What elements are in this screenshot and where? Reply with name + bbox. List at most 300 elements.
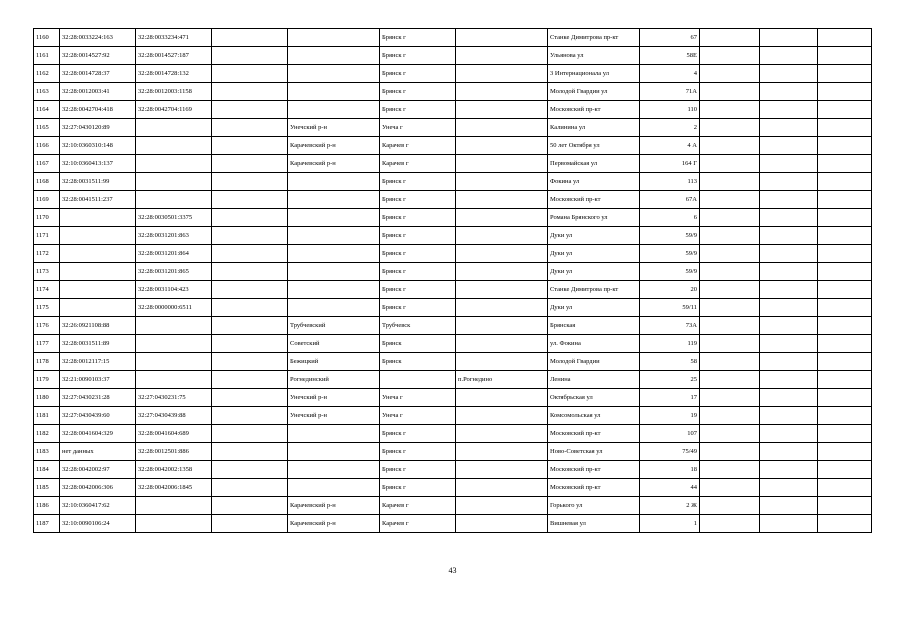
table-cell: [818, 443, 872, 461]
table-cell: 67: [640, 29, 700, 47]
table-cell: [760, 461, 818, 479]
table-row: [34, 371, 872, 389]
table-cell: 59/9: [640, 227, 700, 245]
table-cell: [212, 425, 288, 443]
table-cell: 32:21:0090103:37: [60, 371, 136, 389]
table-cell: 17: [640, 389, 700, 407]
table-cell: 1166: [34, 137, 60, 155]
table-cell: 1180: [34, 389, 60, 407]
table-cell: 1184: [34, 461, 60, 479]
table-row: [34, 227, 872, 245]
table-cell: Горького ул: [548, 497, 640, 515]
table-cell: 32:28:0031201:865: [136, 263, 212, 281]
table-cell: 1169: [34, 191, 60, 209]
table-cell: [212, 353, 288, 371]
table-cell: 32:28:0031104:423: [136, 281, 212, 299]
table-cell: [456, 101, 548, 119]
table-cell: 32:10:0360417:62: [60, 497, 136, 515]
table-cell: 164 Г: [640, 155, 700, 173]
table-cell: [456, 461, 548, 479]
table-cell: [818, 479, 872, 497]
table-cell: [456, 317, 548, 335]
table-cell: [818, 227, 872, 245]
table-cell: 1187: [34, 515, 60, 533]
table-row: [34, 335, 872, 353]
table-cell: [60, 299, 136, 317]
table-cell: Брянск г: [380, 299, 456, 317]
table-cell: 1161: [34, 47, 60, 65]
table-row: [34, 425, 872, 443]
table-cell: [212, 335, 288, 353]
table-cell: Карачевский р-н: [288, 515, 380, 533]
table-cell: 1164: [34, 101, 60, 119]
table-cell: [60, 263, 136, 281]
table-cell: 32:28:0014728:37: [60, 65, 136, 83]
table-cell: Унечский р-н: [288, 407, 380, 425]
table-cell: Брянск: [380, 353, 456, 371]
table-cell: Унеча г: [380, 389, 456, 407]
table-cell: [760, 335, 818, 353]
table-cell: [818, 29, 872, 47]
table-cell: [760, 317, 818, 335]
table-cell: 71А: [640, 83, 700, 101]
table-cell: [818, 515, 872, 533]
table-cell: [700, 101, 760, 119]
table-cell: 32:28:0042704:1169: [136, 101, 212, 119]
table-cell: Брянск г: [380, 65, 456, 83]
table-cell: 1174: [34, 281, 60, 299]
table-cell: [700, 461, 760, 479]
table-cell: [760, 299, 818, 317]
table-cell: [700, 425, 760, 443]
table-cell: [700, 245, 760, 263]
table-cell: 32:28:0041604:329: [60, 425, 136, 443]
table-cell: 32:28:0000000:6511: [136, 299, 212, 317]
table-cell: [212, 407, 288, 425]
table-cell: [818, 353, 872, 371]
table-cell: Брянск г: [380, 443, 456, 461]
table-cell: 58Е: [640, 47, 700, 65]
table-row: [34, 119, 872, 137]
table-cell: [700, 137, 760, 155]
table-cell: [760, 515, 818, 533]
table-cell: [456, 209, 548, 227]
table-cell: Молодой Гвардии ул: [548, 83, 640, 101]
table-cell: [818, 155, 872, 173]
table-cell: Московский пр-кт: [548, 425, 640, 443]
table-cell: [700, 47, 760, 65]
table-cell: [136, 155, 212, 173]
table-cell: [818, 461, 872, 479]
table-cell: [212, 317, 288, 335]
table-cell: [818, 245, 872, 263]
table-row: [34, 137, 872, 155]
table-cell: 67А: [640, 191, 700, 209]
table-cell: Брянск г: [380, 83, 456, 101]
table-row: [34, 29, 872, 47]
table-cell: [136, 497, 212, 515]
table-cell: [700, 497, 760, 515]
table-cell: [760, 407, 818, 425]
table-cell: 32:10:0360310:148: [60, 137, 136, 155]
table-cell: [288, 479, 380, 497]
table-cell: [212, 263, 288, 281]
table-cell: [136, 137, 212, 155]
table-cell: 32:28:0042704:418: [60, 101, 136, 119]
table-cell: 107: [640, 425, 700, 443]
table-cell: [136, 353, 212, 371]
table-cell: Московский пр-кт: [548, 461, 640, 479]
table-cell: [136, 191, 212, 209]
table-cell: Романа Брянского ул: [548, 209, 640, 227]
table-cell: [700, 83, 760, 101]
table-cell: 1160: [34, 29, 60, 47]
table-row: [34, 299, 872, 317]
table-cell: [700, 299, 760, 317]
table-row: [34, 155, 872, 173]
table-cell: [288, 47, 380, 65]
table-row: [34, 263, 872, 281]
table-cell: 32:26:0921108:88: [60, 317, 136, 335]
table-cell: [288, 425, 380, 443]
table-cell: [760, 371, 818, 389]
table-cell: [818, 497, 872, 515]
table-cell: [212, 101, 288, 119]
table-cell: [212, 281, 288, 299]
table-cell: [818, 173, 872, 191]
table-cell: 32:28:0031201:863: [136, 227, 212, 245]
table-cell: [818, 281, 872, 299]
table-cell: 1171: [34, 227, 60, 245]
table-row: [34, 47, 872, 65]
table-cell: 1178: [34, 353, 60, 371]
table-cell: 32:27:0430231:75: [136, 389, 212, 407]
table-cell: [818, 119, 872, 137]
table-cell: [818, 191, 872, 209]
table-cell: [456, 83, 548, 101]
table-cell: [700, 443, 760, 461]
table-cell: [760, 497, 818, 515]
table-cell: [212, 191, 288, 209]
table-cell: Брянск г: [380, 425, 456, 443]
table-cell: 59/11: [640, 299, 700, 317]
table-cell: Калинина ул: [548, 119, 640, 137]
table-cell: Дуки ул: [548, 263, 640, 281]
table-cell: [760, 173, 818, 191]
table-cell: 59/9: [640, 263, 700, 281]
table-cell: [760, 209, 818, 227]
table-cell: [288, 101, 380, 119]
table-cell: [212, 461, 288, 479]
table-row: [34, 353, 872, 371]
table-cell: [456, 173, 548, 191]
table-cell: [818, 47, 872, 65]
table-cell: [212, 173, 288, 191]
table-cell: [818, 65, 872, 83]
table-cell: Брянск г: [380, 263, 456, 281]
table-cell: [456, 389, 548, 407]
table-row: [34, 497, 872, 515]
table-row: [34, 173, 872, 191]
table-cell: [456, 191, 548, 209]
table-row: [34, 281, 872, 299]
table-cell: 50 лет Октября ул: [548, 137, 640, 155]
table-cell: Брянск г: [380, 245, 456, 263]
table-cell: [288, 83, 380, 101]
table-cell: 1186: [34, 497, 60, 515]
table-cell: [818, 371, 872, 389]
table-cell: [136, 173, 212, 191]
table-cell: [818, 263, 872, 281]
table-cell: 32:28:0033224:163: [60, 29, 136, 47]
table-cell: [760, 353, 818, 371]
table-cell: [136, 335, 212, 353]
table-cell: Карачев г: [380, 497, 456, 515]
table-cell: [60, 227, 136, 245]
table-cell: [760, 443, 818, 461]
table-cell: [212, 227, 288, 245]
table-cell: 32:10:0360413:137: [60, 155, 136, 173]
table-cell: 1185: [34, 479, 60, 497]
table-cell: Брянск г: [380, 29, 456, 47]
table-cell: [760, 65, 818, 83]
table-cell: [760, 47, 818, 65]
table-cell: Брянск г: [380, 173, 456, 191]
table-cell: Карачев г: [380, 515, 456, 533]
table-cell: [760, 389, 818, 407]
table-cell: Карачев г: [380, 137, 456, 155]
table-cell: Трубчевск: [380, 317, 456, 335]
table-cell: Брянск г: [380, 209, 456, 227]
table-cell: 32:28:0042006:306: [60, 479, 136, 497]
table-cell: [700, 515, 760, 533]
table-cell: [700, 155, 760, 173]
table-cell: [700, 371, 760, 389]
table-cell: Карачевский р-н: [288, 137, 380, 155]
table-cell: 32:10:0090106:24: [60, 515, 136, 533]
table-cell: [288, 443, 380, 461]
table-cell: [818, 299, 872, 317]
table-cell: [212, 155, 288, 173]
table-cell: [288, 461, 380, 479]
table-cell: 59/9: [640, 245, 700, 263]
table-cell: [212, 209, 288, 227]
table-cell: Брянск г: [380, 281, 456, 299]
table-cell: Трубчевский: [288, 317, 380, 335]
table-cell: [760, 227, 818, 245]
table-cell: [700, 281, 760, 299]
table-cell: 32:28:0012003:41: [60, 83, 136, 101]
table-cell: [818, 317, 872, 335]
table-cell: 1181: [34, 407, 60, 425]
table-cell: [700, 209, 760, 227]
table-cell: [288, 227, 380, 245]
table-cell: 32:28:0031511:99: [60, 173, 136, 191]
table-cell: 32:28:0041604:689: [136, 425, 212, 443]
table-cell: [818, 209, 872, 227]
table-cell: [818, 407, 872, 425]
table-cell: [456, 245, 548, 263]
table-cell: [760, 245, 818, 263]
table-cell: [456, 119, 548, 137]
table-cell: [212, 443, 288, 461]
table-row: [34, 515, 872, 533]
table-cell: Брянск г: [380, 191, 456, 209]
table-cell: ул. Фокина: [548, 335, 640, 353]
table-row: [34, 101, 872, 119]
table-cell: [212, 65, 288, 83]
table-cell: [818, 335, 872, 353]
table-cell: Карачев г: [380, 155, 456, 173]
table-cell: [818, 101, 872, 119]
table-cell: 2: [640, 119, 700, 137]
register-table: [33, 28, 872, 533]
table-cell: Брянск г: [380, 227, 456, 245]
table-cell: Дуки ул: [548, 245, 640, 263]
table-cell: [760, 29, 818, 47]
table-cell: [456, 335, 548, 353]
table-cell: 32:28:0041511:237: [60, 191, 136, 209]
table-cell: 1179: [34, 371, 60, 389]
table-cell: 32:28:0014728:132: [136, 65, 212, 83]
table-cell: [456, 443, 548, 461]
table-row: [34, 209, 872, 227]
table-row: [34, 65, 872, 83]
table-cell: 110: [640, 101, 700, 119]
table-cell: [456, 353, 548, 371]
table-cell: 6: [640, 209, 700, 227]
table-cell: [288, 29, 380, 47]
table-cell: 1173: [34, 263, 60, 281]
table-cell: [212, 47, 288, 65]
table-cell: [700, 227, 760, 245]
table-row: [34, 245, 872, 263]
table-cell: 20: [640, 281, 700, 299]
table-cell: Ново-Советская ул: [548, 443, 640, 461]
table-cell: 3 Интернационала ул: [548, 65, 640, 83]
table-cell: 44: [640, 479, 700, 497]
table-cell: [456, 65, 548, 83]
table-cell: [60, 245, 136, 263]
table-cell: [212, 497, 288, 515]
table-cell: [700, 353, 760, 371]
table-cell: [700, 173, 760, 191]
table-cell: [700, 65, 760, 83]
table-cell: 1177: [34, 335, 60, 353]
table-cell: [212, 389, 288, 407]
table-cell: [760, 101, 818, 119]
table-cell: 1170: [34, 209, 60, 227]
table-cell: 4 А: [640, 137, 700, 155]
table-cell: [760, 263, 818, 281]
table-cell: Первомайская ул: [548, 155, 640, 173]
table-cell: [288, 191, 380, 209]
table-cell: 32:28:0014527:92: [60, 47, 136, 65]
table-cell: Вишневая ул: [548, 515, 640, 533]
table-cell: Фокина ул: [548, 173, 640, 191]
table-cell: 32:27:0430439:88: [136, 407, 212, 425]
table-cell: [288, 173, 380, 191]
table-cell: [700, 335, 760, 353]
table-cell: 1168: [34, 173, 60, 191]
table-cell: Ленина: [548, 371, 640, 389]
table-cell: Комсомольская ул: [548, 407, 640, 425]
table-cell: [456, 515, 548, 533]
table-row: [34, 191, 872, 209]
table-cell: [288, 263, 380, 281]
table-cell: 113: [640, 173, 700, 191]
table-cell: [456, 281, 548, 299]
table-cell: п.Рогнедино: [456, 371, 548, 389]
table-cell: Бежицкий: [288, 353, 380, 371]
table-cell: [380, 371, 456, 389]
table-cell: 32:27:0430439:60: [60, 407, 136, 425]
table-cell: 25: [640, 371, 700, 389]
table-cell: [760, 191, 818, 209]
table-cell: [288, 281, 380, 299]
table-cell: 1172: [34, 245, 60, 263]
table-cell: 32:28:0031511:89: [60, 335, 136, 353]
table-cell: [212, 371, 288, 389]
table-cell: [760, 281, 818, 299]
table-cell: Дуки ул: [548, 227, 640, 245]
table-cell: 58: [640, 353, 700, 371]
table-cell: [456, 407, 548, 425]
table-cell: [700, 389, 760, 407]
table-cell: 19: [640, 407, 700, 425]
table-cell: [456, 155, 548, 173]
table-cell: [212, 83, 288, 101]
table-cell: [136, 317, 212, 335]
table-cell: Карачевский р-н: [288, 155, 380, 173]
table-cell: 1165: [34, 119, 60, 137]
table-cell: Московский пр-кт: [548, 101, 640, 119]
table-cell: [212, 515, 288, 533]
table-cell: [288, 299, 380, 317]
table-cell: Унечский р-н: [288, 389, 380, 407]
table-cell: 18: [640, 461, 700, 479]
table-cell: [212, 137, 288, 155]
table-cell: 32:28:0014527:187: [136, 47, 212, 65]
table-cell: 1182: [34, 425, 60, 443]
table-cell: нет данных: [60, 443, 136, 461]
table-cell: 1176: [34, 317, 60, 335]
table-cell: 32:28:0012003:1158: [136, 83, 212, 101]
table-cell: Октябрьская ул: [548, 389, 640, 407]
table-cell: [212, 479, 288, 497]
register-rows: [34, 29, 872, 533]
table-row: [34, 479, 872, 497]
table-cell: 1162: [34, 65, 60, 83]
page-number: 43: [448, 566, 457, 575]
table-cell: [760, 155, 818, 173]
table-row: [34, 317, 872, 335]
table-cell: Ульянова ул: [548, 47, 640, 65]
table-cell: [456, 497, 548, 515]
table-cell: [60, 209, 136, 227]
table-cell: 32:28:0042006:1845: [136, 479, 212, 497]
table-cell: Брянская: [548, 317, 640, 335]
table-cell: Станке Димитрова пр-кт: [548, 281, 640, 299]
table-cell: [818, 83, 872, 101]
table-cell: 32:28:0012117:15: [60, 353, 136, 371]
table-cell: [136, 119, 212, 137]
table-cell: Унеча г: [380, 119, 456, 137]
table-cell: [456, 47, 548, 65]
table-cell: 1175: [34, 299, 60, 317]
table-cell: [456, 263, 548, 281]
table-row: [34, 443, 872, 461]
